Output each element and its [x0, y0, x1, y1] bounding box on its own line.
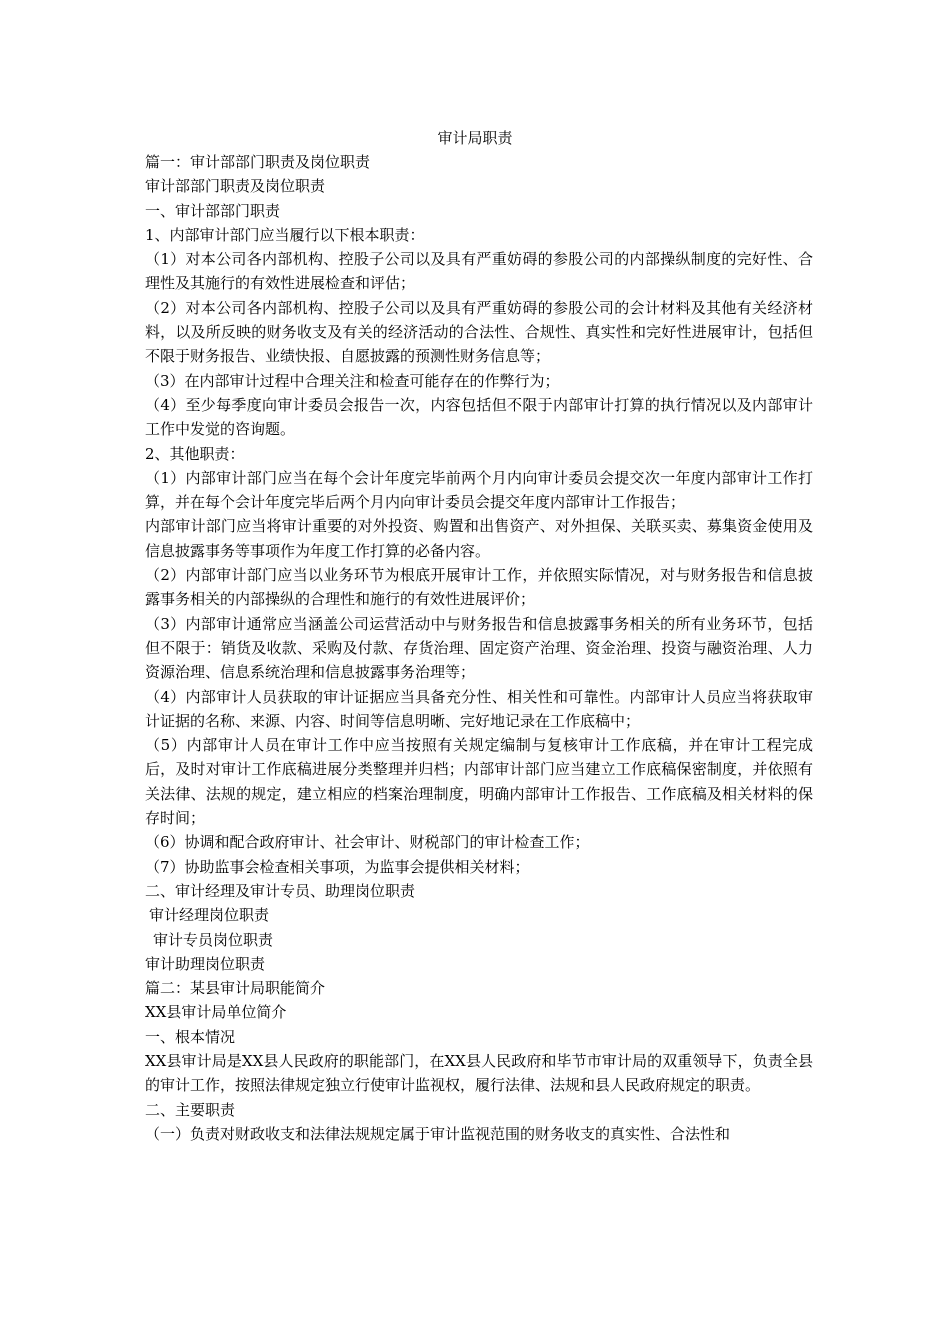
paragraph: （6）协调和配合政府审计、社会审计、财税部门的审计检查工作； — [145, 833, 590, 852]
paragraph: 二、主要职责 — [145, 1100, 236, 1119]
paragraph: XX县审计局单位简介 — [145, 1003, 287, 1022]
paragraph: （3）内部审计通常应当涵盖公司运营活动中与财务报告和信息披露事务相关的所有业务环节，包括但不限于：销货及收款、采购及付款、存货治理、固定资产治理、资金治理、投资与融资治理、人力资源治理、信息系统治理和信息披露事务治理等； — [145, 614, 813, 682]
paragraph: （1）对本公司各内部机构、控股子公司以及具有严重妨碍的参股公司的内部操纵制度的完好性、合理性及其施行的有效性进展检查和评估； — [145, 250, 813, 293]
paragraph: （1）内部审计部门应当在每个会计年度完毕前两个月内向审计委员会提交次一年度内部审计工作打算，并在每个会计年度完毕后两个月内向审计委员会提交年度内部审计工作报告； — [145, 468, 813, 512]
paragraph: 篇二：某县审计局职能简介 — [145, 979, 326, 998]
paragraph: （2）内部审计部门应当以业务环节为根底开展审计工作，并依照实际情况，对与财务报告和信息披露事务相关的内部操纵的合理性和施行的有效性进展评价； — [145, 566, 813, 609]
document-body — [145, 150, 813, 1146]
paragraph: （一）负责对财政收支和法律法规规定属于审计监视范围的财务收支的真实性、合法性和 — [145, 1124, 731, 1143]
paragraph: 审计经理岗位职责 — [149, 906, 270, 925]
paragraph: 一、根本情况 — [145, 1027, 236, 1046]
paragraph: （2）对本公司各内部机构、控股子公司以及具有严重妨碍的参股公司的会计材料及其他有关经济材料，以及所反映的财务收支及有关的经济活动的合法性、合规性、真实性和完好性进展审计，包括但不限于财务报告、业绩快报、自愿披露的预测性财务信息等； — [145, 298, 813, 366]
paragraph: （4）内部审计人员获取的审计证据应当具备充分性、相关性和可靠性。内部审计人员应当将获取审计证据的名称、来源、内容、时间等信息明晰、完好地记录在工作底稿中； — [145, 687, 813, 730]
document-title: 审计局职责 — [437, 129, 513, 147]
paragraph: （4）至少每季度向审计委员会报告一次，内容包括但不限于内部审计打算的执行情况以及内部审计工作中发觉的咨询题。 — [145, 395, 813, 439]
paragraph: 审计助理岗位职责 — [145, 954, 266, 973]
paragraph: （5）内部审计人员在审计工作中应当按照有关规定编制与复核审计工作底稿，并在审计工程完成后，及时对审计工作底稿进展分类整理并归档；内部审计部门应当建立工作底稿保密制度，并依照有关法律、法规的规定，建立相应的档案治理制度，明确内部审计工作报告、工作底稿及相关材料的保存时间； — [145, 736, 813, 828]
paragraph: 审计专员岗位职责 — [153, 930, 274, 949]
paragraph: （3）在内部审计过程中合理关注和检查可能存在的作弊行为； — [145, 371, 560, 390]
paragraph: 1、内部审计部门应当履行以下根本职责： — [145, 225, 425, 244]
paragraph: 2、其他职责： — [145, 444, 245, 463]
paragraph: 一、审计部部门职责 — [145, 201, 281, 220]
paragraph: 审计部部门职责及岗位职责 — [145, 177, 326, 196]
paragraph: （7）协助监事会检查相关事项，为监事会提供相关材料； — [145, 857, 530, 876]
paragraph: XX县审计局是XX县人民政府的职能部门，在XX县人民政府和毕节市审计局的双重领导下，负责全县的审计工作，按照法律规定独立行使审计监视权，履行法律、法规和县人民政府规定的职责。 — [145, 1051, 813, 1095]
paragraph: 二、审计经理及审计专员、助理岗位职责 — [145, 881, 416, 900]
paragraph: 篇一：审计部部门职责及岗位职责 — [145, 153, 371, 171]
paragraph: 内部审计部门应当将审计重要的对外投资、购置和出售资产、对外担保、关联买卖、募集资金使用及信息披露事务等事项作为年度工作打算的必备内容。 — [145, 517, 813, 560]
